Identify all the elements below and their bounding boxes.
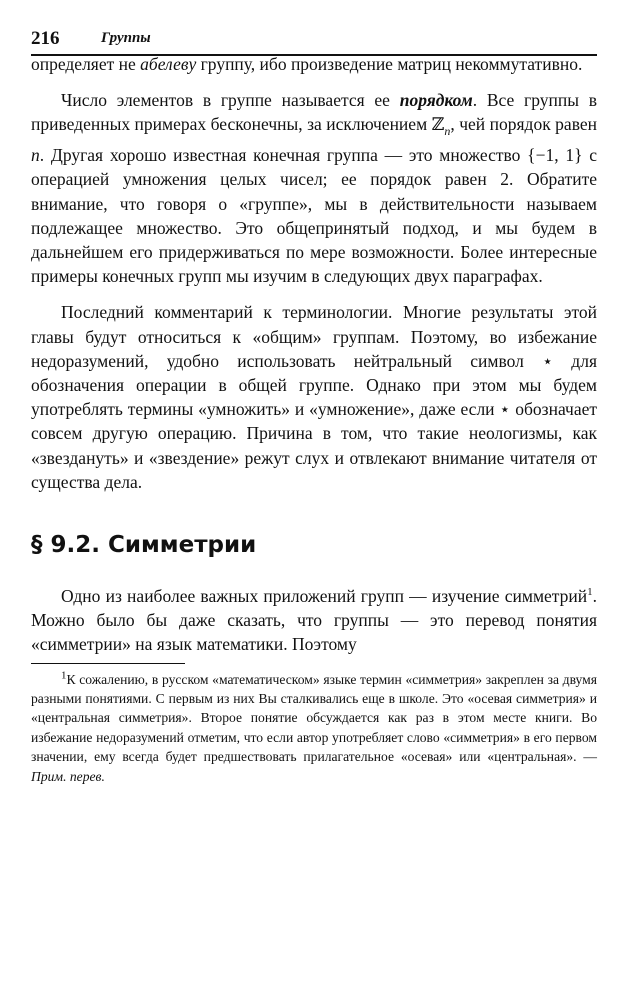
header-rule xyxy=(31,54,597,56)
page-number: 216 xyxy=(31,28,60,49)
section-number: § 9.2. xyxy=(31,531,100,558)
book-page xyxy=(31,24,597,786)
section-heading xyxy=(31,530,597,560)
text-run: . Другая хорошо известная конечная группа — это множество {−1, 1} с операцией умножения целых чисел; ее порядок равен 2. Обратите внимание, что говоря о «группе», мы в действительности называем подлежащее множество. Это общепринятый подход, и мы будем в дальнейшем его придерживаться по мере возможности. Более интересные примеры конечных групп мы изучим в следующих двух параграфах. xyxy=(31,145,597,287)
running-head xyxy=(31,24,597,52)
text-run: Одно из наиболее важных приложений групп — изучение симметрий xyxy=(61,585,588,606)
footnote-text: К сожалению, в русском «математическом» языке термин «симметрия» закреплен за двумя разными понятиями. С первым из них Вы сталкивались еще в школе. Это «осевая симметрия» и «центральная симметрия». Второе понятие обсуждается как раз в этом месте книги. Во избежание недоразумений отметим, что если автор употребляет слово «симметрия» в его первом значении, ему всегда будет предшествовать прилагательное «осевая» или «центральная». — xyxy=(31,671,597,765)
emphasis-abelian: абелеву xyxy=(140,54,197,74)
text-run: определяет не xyxy=(31,54,141,74)
paragraph-order xyxy=(31,88,597,288)
translator-note: Прим. перев. xyxy=(31,768,105,784)
math-subscript-n: n xyxy=(444,123,451,138)
main-text xyxy=(31,52,597,657)
text-run: , чей порядок равен xyxy=(450,114,597,135)
footnote xyxy=(31,670,597,786)
section-title: Симметрии xyxy=(108,531,257,558)
paragraph-symmetries xyxy=(31,584,597,657)
term-order: порядком xyxy=(399,90,473,111)
footnote-mark: 1 xyxy=(61,669,67,682)
running-title: Группы xyxy=(101,30,151,46)
text-run: группу, ибо произведение матриц некоммутативно. xyxy=(196,54,583,74)
text-run: . Можно было бы даже сказать, что группы — это перевод понятия «симметрии» на язык математики. Поэтому xyxy=(31,585,597,655)
text-run: . Все группы в приведенных примерах бесконечны, за исключением xyxy=(31,90,597,135)
math-z-symbol: ℤ xyxy=(431,114,445,135)
math-n: n xyxy=(31,145,40,166)
paragraph-terminology: Последний комментарий к терминологии. Многие результаты этой главы будут относиться к «общим» группам. Поэтому, во избежание недоразумений, удобно использовать нейтральный символ ⋆ для обозначения операции в общей группе. Однако при этом мы будем употреблять термины «умножить» и «умножение», даже если ⋆ обозначает совсем другую операцию. Причина в том, что такие неологизмы, как «звездануть» и «звездение» режут слух и отвлекают внимание читателя от существа дела. xyxy=(31,302,597,492)
text-run: Число элементов в группе называется ее xyxy=(61,90,400,111)
footnote-rule xyxy=(31,663,185,664)
footnote-reference: 1 xyxy=(587,586,593,599)
